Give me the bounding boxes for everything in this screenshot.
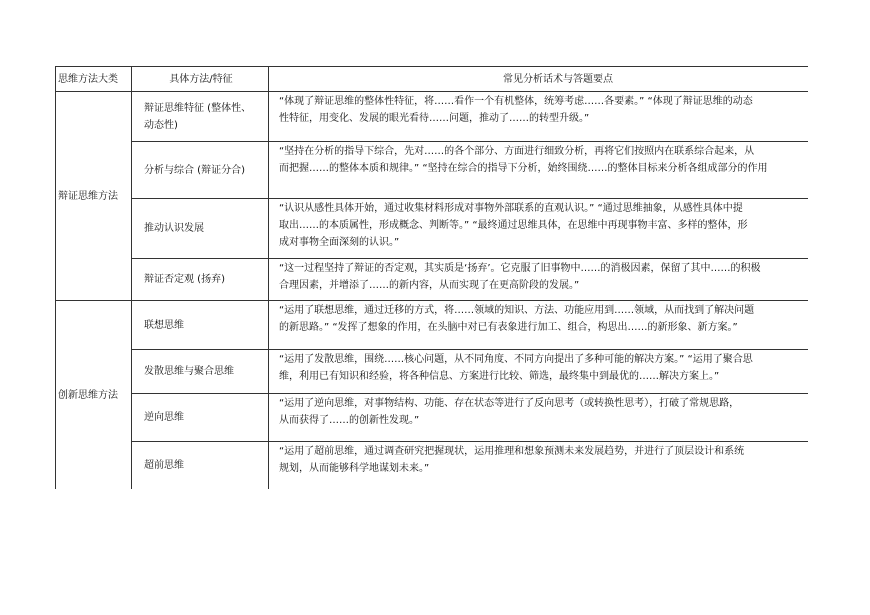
content-line: “坚持在分析的指导下综合，先对……的各个部分、方面进行细致分析，再将它们按照内在联系综合起来，从 [279,146,755,157]
method-cell [132,394,269,442]
method-line: 超前思维 [144,460,184,471]
method-cell [132,301,269,350]
method-line: 动态性) [144,119,178,131]
content-line: “运用了逆向思维，对事物结构、功能、存在状态等进行了反向思考（或转换性思考），打破了常规思路， [279,398,740,409]
content-line: “体现了辩证思维的整体性特征，将……看作一个有机整体，统筹考虑……各要素。” “体现了辩证思维的动态 [279,96,753,107]
content-cell [269,259,809,301]
content-cell [269,442,809,490]
table-row [56,142,809,199]
table-row [56,301,809,350]
thinking-methods-table [55,66,808,489]
method-line: 发散思维与聚合思维 [144,366,234,377]
content-line: 取出……的本质属性，形成概念、判断等。” “最终通过思维具体，在思维中再现事物丰富、多样的整体，形 [279,220,748,231]
content-line: 成对事物全面深刻的认识。” [279,237,400,248]
content-cell [269,301,809,350]
table-container [55,66,808,489]
content-line: 从而获得了……的创新性发现。” [279,415,420,426]
header-category: 思维方法大类 [56,67,132,92]
content-line: 性特征，用变化、发展的眼光看待……问题，推动了……的转型升级。” [279,113,590,124]
method-line: 辩证思维特征 (整体性、 [144,102,252,114]
category-cell: 辩证思维方法 [56,92,132,301]
table-header-row [56,67,809,92]
content-line: 的新思路。” “发挥了想象的作用，在头脑中对已有表象进行加工、组合，构思出……的新形象、新方案。” [279,322,738,333]
method-line: 分析与综合 (辩证分合) [144,164,245,176]
table-row [56,394,809,442]
content-line: “认识从感性具体开始，通过收集材料形成对事物外部联系的直观认识。” “通过思维抽象，从感性具体中提 [279,203,743,214]
method-line: 逆向思维 [144,412,184,423]
method-cell [132,442,269,490]
method-cell [132,92,269,142]
table-row [56,92,809,142]
header-content: 常见分析话术与答题要点 [269,67,809,92]
content-line: 合理因素，并增添了……的新内容，从而实现了在更高阶段的发展。” [279,280,580,291]
content-cell [269,199,809,259]
method-line: 辩证否定观 (扬弃) [144,274,225,285]
content-line: “这一过程坚持了辩证的否定观，其实质是‘扬弃’。它克服了旧事物中……的消极因素，保留了其中……的积极 [279,263,761,274]
method-cell [132,199,269,259]
table-row [56,199,809,259]
category-cell: 创新思维方法 [56,301,132,490]
method-cell [132,259,269,301]
content-line: “运用了超前思维，通过调查研究把握现状，运用推理和想象预测未来发展趋势，并进行了顶层设计和系统 [279,446,745,457]
table-row [56,259,809,301]
method-cell [132,350,269,394]
content-line: “运用了发散思维，围绕……核心问题，从不同角度、不同方向提出了多种可能的解决方案。” “运用了聚合思 [279,354,753,365]
content-line: 规划，从而能够科学地谋划未来。” [279,463,430,474]
table-row [56,442,809,490]
content-cell [269,92,809,142]
header-method: 具体方法/特征 [132,67,269,92]
content-cell [269,350,809,394]
content-line: “运用了联想思维，通过迁移的方式，将……领域的知识、方法、功能应用到……领域，从而找到了解决问题 [279,305,755,316]
content-cell [269,142,809,199]
content-line: 而把握……的整体本质和规律。” “坚持在综合的指导下分析，始终围绕……的整体目标来分析各组成部分的作用 [279,163,768,174]
content-cell [269,394,809,442]
table-row [56,350,809,394]
method-line: 联想思维 [144,319,184,331]
content-line: 维，利用已有知识和经验，将各种信息、方案进行比较、筛选，最终集中到最优的……解决方案上。” [279,371,720,382]
method-line: 推动认识发展 [144,223,204,234]
method-cell [132,142,269,199]
